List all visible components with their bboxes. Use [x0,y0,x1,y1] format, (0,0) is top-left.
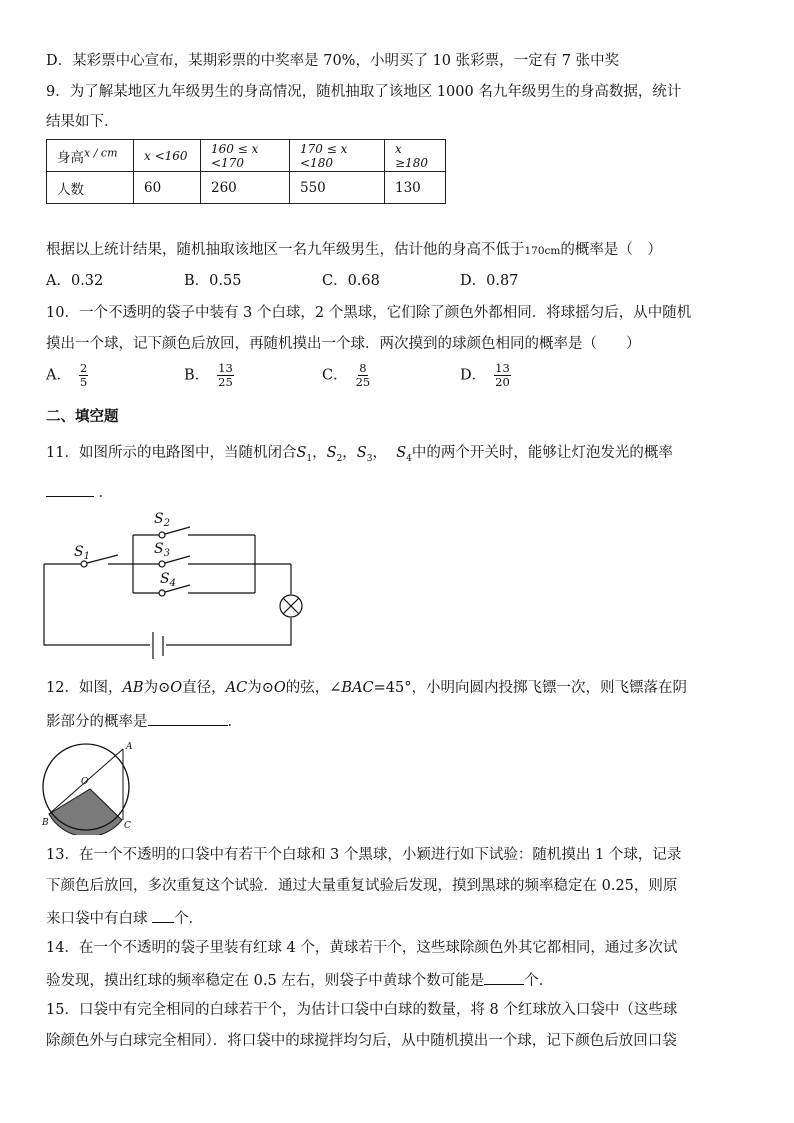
q9-line2: 结果如下． [46,114,119,130]
q11-line1: 11．如图所示的电路图中，当随机闭合$S_1$，$S_2$，$S_3$， $S_4$中的两个开关时，能够让灯泡发光的概率 [46,445,673,464]
q9-line1: 9．为了解某地区九年级男生的身高情况，随机抽取了该地区 1000 名九年级男生的身高数据，统计 [46,84,682,100]
table-range-4: x ≥180 [385,140,446,172]
q10-option-d: D． $\frac{13}{20}$ [460,361,510,389]
q11-answer-blank[interactable] [46,481,94,497]
label-s4: $S_4$ [160,571,176,589]
section-title-fill-in: 二、填空题 [46,409,119,425]
q11-line2: ． [46,481,113,503]
table-count-1: 60 [134,172,201,204]
q10-option-a: A． $\frac{2}{5}$ [46,361,88,389]
q10-line1: 10．一个不透明的袋子中装有 3 个白球，2 个黑球，它们除了颜色外都相同．将球摇匀后，从中随机 [46,305,692,321]
switch-s2-contact [159,532,165,538]
q14-line1: 14．在一个不透明的袋子里装有红球 4 个，黄球若干个，这些球除颜色外其它都相同，通过多次试 [46,940,678,956]
table-header-unit: x / cm [84,146,118,159]
switch-s1-blade [87,555,118,563]
shaded-region [49,789,122,835]
q9-question: 根据以上统计结果，随机抽取该地区一名九年级男生，估计他的身高不低于170cm的概率是（ ） [46,242,662,258]
table-count-2: 260 [201,172,290,204]
q14-answer-blank[interactable] [484,969,524,985]
q14-line2: 验发现，摸出红球的频率稳定在 0.5 左右，则袋子中黄球个数可能是 个． [46,969,553,991]
q13-line2: 下颜色后放回，多次重复这个试验．通过大量重复试验后发现，摸到黑球的频率稳定在 0.25，则原 [46,878,678,894]
q9-option-d: D．0.87 [460,273,519,289]
q10-option-c: C． $\frac{8}{25}$ [322,361,371,389]
circuit-diagram [40,508,310,668]
q10-option-b: B． $\frac{13}{25}$ [184,361,233,389]
q12-line2: 影部分的概率是 ． [46,710,242,732]
point-a-label: A [126,742,133,752]
q9-question-unit: 170cm [524,245,561,257]
q9-option-c: C．0.68 [322,273,380,289]
q9-option-b: B．0.55 [184,273,242,289]
table-range-2: 160 ≤ x <170 [201,140,290,172]
q8-option-d: D．某彩票中心宣布，某期彩票的中奖率是 70%，小明买了 10 张彩票，一定有 7 张中奖 [46,53,620,69]
q9-option-a: A．0.32 [46,273,104,289]
switch-s4-contact [159,590,165,596]
q13-line3: 来口袋中有白球 个． [46,907,203,929]
circle-figure [40,740,145,835]
table-row [47,140,446,172]
circuit-wire-right [166,618,291,645]
table-count-3: 550 [290,172,385,204]
table-row [47,172,446,204]
table-header-label: 身高$^{x / cm}$ [47,140,134,172]
label-s1: $S_1$ [74,544,90,562]
circuit-wire-left [44,564,150,645]
q13-line1: 13．在一个不透明的口袋中有若干个白球和 3 个黑球，小颖进行如下试验：随机摸出 1 个球，记录 [46,847,682,863]
q15-line1: 15．口袋中有完全相同的白球若干个，为估计口袋中白球的数量，将 8 个红球放入口袋中（这些球 [46,1002,678,1018]
point-c-label: C [124,821,131,831]
label-s2: $S_2$ [154,511,170,529]
q12-line1: 12．如图，AB为⊙O直径，AC为⊙O的弦，∠BAC=45°，小明向圆内投掷飞镖一次，则飞镖落在阴 [46,680,688,696]
q10-line2: 摸出一个球，记下颜色后放回，再随机摸出一个球．两次摸到的球颜色相同的概率是（ ） [46,336,641,352]
table-row-label: 人数 [47,172,134,204]
q12-answer-blank[interactable] [148,710,228,726]
table-range-1: x <160 [134,140,201,172]
switch-s3-contact [159,561,165,567]
point-o-label: O [81,777,89,787]
table-count-4: 130 [385,172,446,204]
label-s3: $S_3$ [154,541,170,559]
q13-answer-blank[interactable] [152,907,174,923]
point-b-label: B [42,818,49,828]
height-table [46,139,446,204]
table-range-3: 170 ≤ x <180 [290,140,385,172]
q15-line2: 除颜色外与白球完全相同）．将口袋中的球搅拌均匀后，从中随机摸出一个球，记下颜色后放回口袋 [46,1033,677,1049]
